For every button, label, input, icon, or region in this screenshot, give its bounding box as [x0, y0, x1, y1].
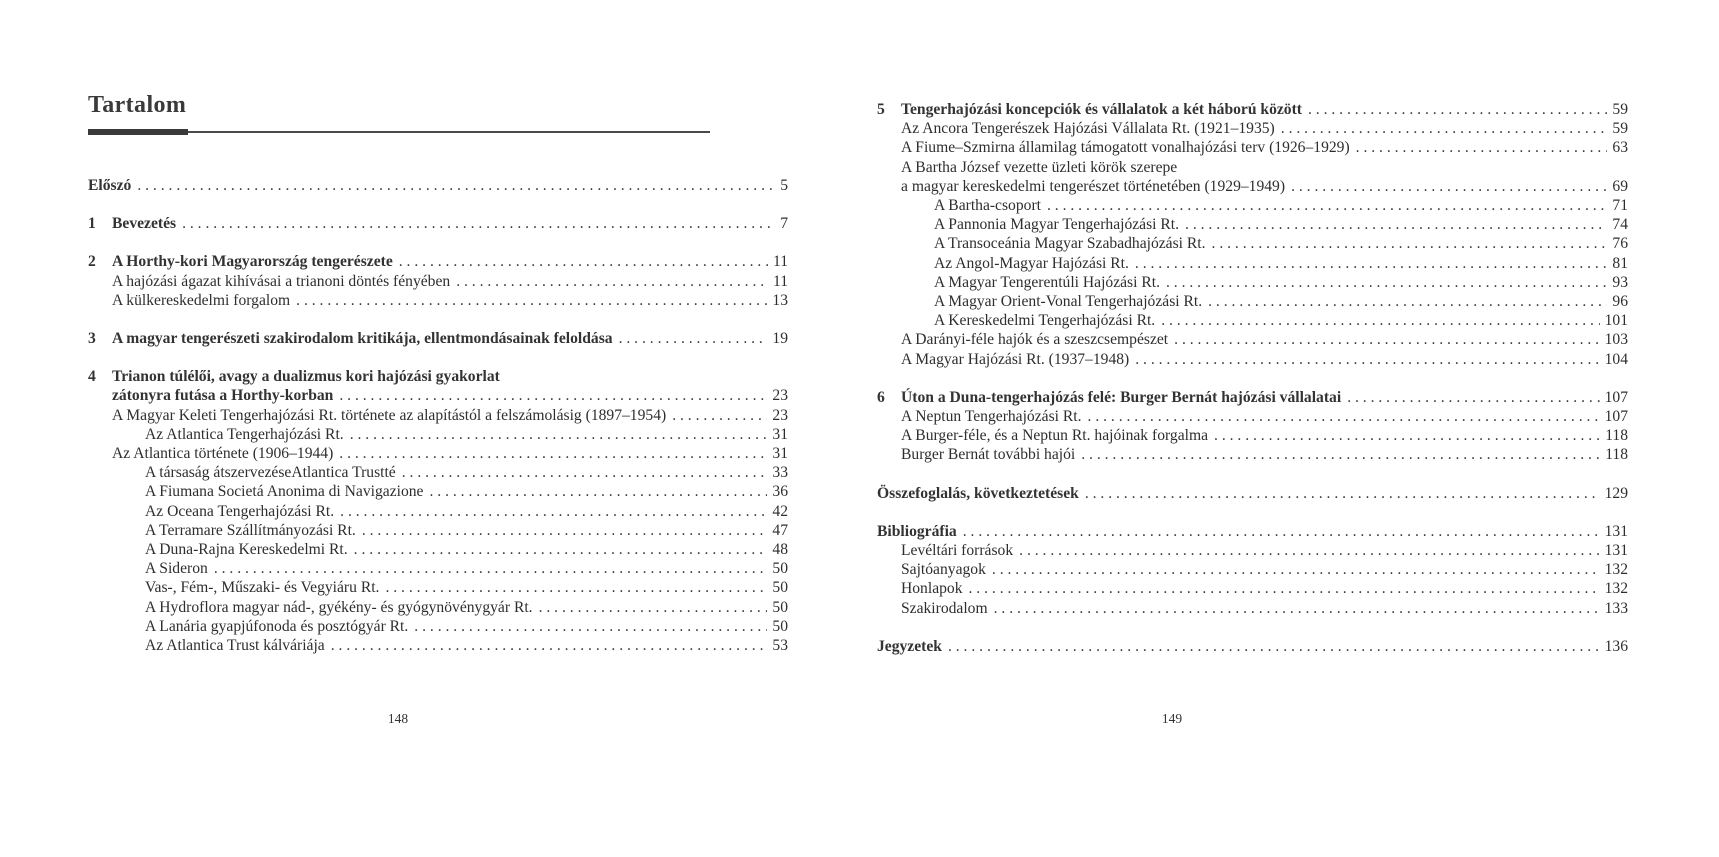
entry-page-number: 74 [1612, 216, 1628, 234]
dot-leader [1085, 484, 1600, 503]
entry-title: Burger Bernát további hajói [901, 446, 1076, 464]
toc-entry [877, 100, 1628, 119]
dot-leader [402, 463, 768, 482]
toc-entry [88, 176, 788, 195]
entry-page-number: 132 [1604, 561, 1628, 579]
toc-entry [88, 291, 788, 310]
entry-title: A Sideron [145, 560, 208, 578]
entry-page-number: 50 [772, 598, 788, 616]
entry-page-number: 118 [1605, 446, 1628, 464]
dot-leader [456, 272, 768, 291]
dot-leader [1208, 292, 1607, 311]
toc-list-left [88, 176, 788, 655]
toc-entry [88, 367, 788, 386]
dot-leader [539, 598, 768, 617]
entry-title: A Bartha-csoport [934, 197, 1041, 215]
toc-entry [88, 559, 788, 578]
entry-title: A Hydroflora magyar nád-, gyékény- és gyógynövénygyár Rt. [145, 598, 533, 616]
entry-title: A magyar tengerészeti szakirodalom kritikája, ellentmondásainak feloldása [112, 330, 613, 348]
toc-entry [88, 329, 788, 348]
dot-leader [1214, 426, 1600, 445]
entry-page-number: 103 [1604, 331, 1628, 349]
entry-page-number: 71 [1612, 197, 1628, 215]
entry-page-number: 42 [772, 502, 788, 520]
chapter-number: 3 [88, 330, 96, 348]
folio-left: 148 [387, 711, 409, 726]
entry-page-number: 133 [1604, 599, 1628, 617]
dot-leader [414, 617, 767, 636]
dot-leader [1347, 388, 1599, 407]
toc-entry [877, 484, 1628, 503]
entry-page-number: 101 [1604, 312, 1628, 330]
entry-page-number: 136 [1604, 637, 1628, 655]
toc-entry [877, 579, 1628, 598]
toc-entry [877, 541, 1628, 560]
dot-leader [992, 560, 1600, 579]
dot-leader [339, 444, 767, 463]
entry-page-number: 118 [1605, 427, 1628, 445]
entry-title: A Fiumana Societá Anonima di Navigazione [145, 483, 424, 501]
entry-title: Trianon túlélői, avagy a dualizmus kori hajózási gyakorlat [112, 368, 500, 386]
toc-entry [88, 540, 788, 559]
toc-entry [88, 214, 788, 233]
toc-entry [877, 637, 1628, 656]
toc-entry [877, 522, 1628, 541]
toc-entry [877, 158, 1628, 177]
entry-page-number: 5 [780, 177, 788, 194]
left-content [88, 92, 788, 655]
dot-leader [350, 425, 768, 444]
dot-leader [182, 214, 775, 233]
toc-entry [877, 177, 1628, 196]
toc-entry [877, 599, 1628, 618]
entry-page-number: 11 [772, 253, 788, 271]
toc-entry [88, 521, 788, 540]
dot-leader [399, 252, 768, 271]
entry-page-number: 69 [1612, 177, 1628, 195]
entry-page-number: 132 [1604, 580, 1628, 598]
dot-leader [362, 521, 768, 540]
page-title: Tartalom [88, 92, 187, 118]
dot-leader [331, 636, 768, 655]
chapter-number: 2 [88, 253, 96, 271]
entry-title: A Horthy-kori Magyarország tengerészete [112, 253, 393, 271]
toc-entry [877, 426, 1628, 445]
entry-page-number: 50 [772, 579, 788, 597]
entry-title: A külkereskedelmi forgalom [112, 291, 291, 309]
toc-entry [877, 196, 1628, 215]
entry-title: Jegyzetek [877, 637, 942, 655]
dot-leader [354, 540, 768, 559]
entry-title: A Lanária gyapjúfonoda és posztógyár Rt. [145, 617, 409, 635]
toc-entry [88, 636, 788, 655]
entry-page-number: 13 [772, 291, 788, 309]
entry-title: Az Atlantica története (1906–1944) [112, 445, 334, 463]
dot-leader [1212, 234, 1608, 253]
entry-title: A Fiume–Szmirna államilag támogatott vonalhajózási terv (1926–1929) [901, 139, 1350, 157]
entry-title: A Magyar Hajózási Rt. (1937–1948) [901, 350, 1130, 368]
dot-leader [1356, 138, 1608, 157]
dot-leader [296, 291, 767, 310]
dot-leader [340, 502, 767, 521]
dot-leader [1174, 330, 1599, 349]
dot-leader [1161, 311, 1599, 330]
entry-page-number: 93 [1612, 273, 1628, 291]
entry-title: Honlapok [901, 580, 963, 598]
dot-leader [672, 406, 767, 425]
dot-leader [214, 559, 768, 578]
entry-page-number: 59 [1612, 101, 1628, 118]
entry-page-number: 107 [1604, 408, 1628, 426]
entry-title: Előszó [88, 177, 132, 194]
dot-leader [1135, 254, 1608, 273]
entry-title: Úton a Duna-tengerhajózás felé: Burger Bernát hajózási vállalatai [901, 388, 1342, 406]
entry-title: A társaság átszervezéseAtlantica Trustté [145, 464, 396, 482]
toc-entry [88, 482, 788, 501]
dot-leader [619, 329, 768, 348]
entry-page-number: 59 [1612, 120, 1628, 138]
entry-page-number: 63 [1612, 139, 1628, 157]
page-right [860, 0, 1719, 857]
dot-leader [1308, 100, 1607, 119]
dot-leader [1291, 177, 1607, 196]
entry-title: A Magyar Orient-Vonal Tengerhajózási Rt. [934, 293, 1203, 311]
entry-title: A Pannonia Magyar Tengerhajózási Rt. [934, 216, 1180, 234]
entry-title: A hajózási ágazat kihívásai a trianoni döntés fényében [112, 272, 451, 290]
folio-right: 149 [1161, 711, 1183, 726]
title-rule [88, 129, 710, 135]
toc-entry [877, 119, 1628, 138]
dot-leader [969, 579, 1600, 598]
dot-leader [137, 176, 775, 195]
entry-title: Vas-, Fém-, Műszaki- és Vegyiáru Rt. [145, 579, 380, 597]
entry-title: A Neptun Tengerhajózási Rt. [901, 408, 1082, 426]
chapter-number: 6 [877, 388, 885, 406]
entry-title: A Magyar Keleti Tengerhajózási Rt. története az alapítástól a felszámolásig (1897–1954) [112, 406, 667, 424]
toc-entry [88, 444, 788, 463]
entry-page-number: 50 [772, 560, 788, 578]
dot-leader [1088, 407, 1600, 426]
entry-title: a magyar kereskedelmi tengerészet történetében (1929–1949) [901, 177, 1286, 195]
right-content [877, 100, 1628, 656]
entry-page-number: 50 [772, 617, 788, 635]
toc-entry [88, 598, 788, 617]
entry-page-number: 53 [772, 637, 788, 655]
entry-page-number: 96 [1612, 293, 1628, 311]
entry-title: A Burger-féle, és a Neptun Rt. hajóinak forgalma [901, 427, 1209, 445]
toc-entry [877, 138, 1628, 157]
entry-page-number: 131 [1604, 522, 1628, 540]
dot-leader [1185, 215, 1607, 234]
entry-page-number: 48 [772, 541, 788, 559]
entry-page-number: 23 [772, 387, 788, 405]
dot-leader [429, 482, 767, 501]
toc-list-right [877, 100, 1628, 656]
dot-leader [1081, 445, 1600, 464]
toc-entry [877, 254, 1628, 273]
entry-title: Az Angol-Magyar Hajózási Rt. [934, 254, 1129, 272]
entry-page-number: 107 [1604, 388, 1628, 406]
entry-title: Bevezetés [112, 215, 177, 233]
toc-entry [88, 386, 788, 405]
dot-leader [1019, 541, 1599, 560]
entry-title: Tengerhajózási koncepciók és vállalatok a két háború között [901, 101, 1302, 118]
dot-leader [1047, 196, 1607, 215]
toc-entry [877, 311, 1628, 330]
chapter-number: 5 [877, 101, 885, 118]
toc-entry [88, 406, 788, 425]
entry-title: Bibliográfia [877, 522, 957, 540]
toc-entry [877, 560, 1628, 579]
entry-title: zátonyra futása a Horthy-korban [112, 387, 334, 405]
toc-entry [877, 234, 1628, 253]
entry-title: A Magyar Tengerentúli Hajózási Rt. [934, 273, 1160, 291]
dot-leader [1166, 273, 1607, 292]
entry-title: A Terramare Szállítmányozási Rt. [145, 521, 356, 539]
chapter-number: 4 [88, 368, 96, 386]
entry-title: Az Atlantica Tengerhajózási Rt. [145, 425, 344, 443]
entry-page-number: 81 [1612, 254, 1628, 272]
title-rule-accent [88, 129, 188, 135]
entry-page-number: 31 [772, 445, 788, 463]
dot-leader [963, 522, 1600, 541]
entry-page-number: 47 [772, 521, 788, 539]
entry-page-number: 33 [772, 464, 788, 482]
entry-title: Az Atlantica Trust kálváriája [145, 637, 325, 655]
entry-page-number: 23 [772, 406, 788, 424]
entry-page-number: 76 [1612, 235, 1628, 253]
toc-entry [877, 445, 1628, 464]
entry-title: Az Ancora Tengerészek Hajózási Vállalata Rt. (1921–1935) [901, 120, 1275, 138]
toc-entry [88, 463, 788, 482]
toc-entry [88, 617, 788, 636]
dot-leader [948, 637, 1600, 656]
dot-leader [1135, 350, 1599, 369]
entry-title: A Darányi-féle hajók és a szeszcsempészet [901, 331, 1169, 349]
entry-page-number: 11 [772, 272, 788, 290]
toc-entry [877, 273, 1628, 292]
dot-leader [385, 578, 767, 597]
entry-title: Összefoglalás, következtetések [877, 484, 1079, 502]
entry-page-number: 129 [1604, 484, 1628, 502]
entry-page-number: 131 [1604, 542, 1628, 560]
toc-entry [88, 272, 788, 291]
entry-title: A Transoceánia Magyar Szabadhajózási Rt. [934, 235, 1206, 253]
chapter-number: 1 [88, 215, 96, 233]
toc-entry [877, 215, 1628, 234]
entry-page-number: 104 [1604, 350, 1628, 368]
toc-entry [877, 292, 1628, 311]
entry-page-number: 31 [772, 425, 788, 443]
toc-entry [877, 388, 1628, 407]
entry-title: Sajtóanyagok [901, 561, 986, 579]
entry-page-number: 36 [772, 483, 788, 501]
entry-page-number: 19 [772, 330, 788, 348]
entry-title: Levéltári források [901, 542, 1014, 560]
toc-entry [88, 502, 788, 521]
entry-title: A Kereskedelmi Tengerhajózási Rt. [934, 312, 1156, 330]
dot-leader [994, 599, 1600, 618]
entry-title: A Bartha József vezette üzleti körök szerepe [901, 158, 1178, 176]
toc-entry [877, 330, 1628, 349]
toc-entry [88, 578, 788, 597]
dot-leader [1281, 119, 1608, 138]
entry-page-number: 7 [780, 215, 788, 233]
toc-entry [877, 407, 1628, 426]
toc-entry [88, 425, 788, 444]
entry-title: Az Oceana Tengerhajózási Rt. [145, 502, 335, 520]
toc-entry [88, 252, 788, 271]
entry-title: Szakirodalom [901, 599, 988, 617]
entry-title: A Duna-Rajna Kereskedelmi Rt. [145, 541, 348, 559]
toc-entry [877, 350, 1628, 369]
dot-leader [339, 386, 767, 405]
